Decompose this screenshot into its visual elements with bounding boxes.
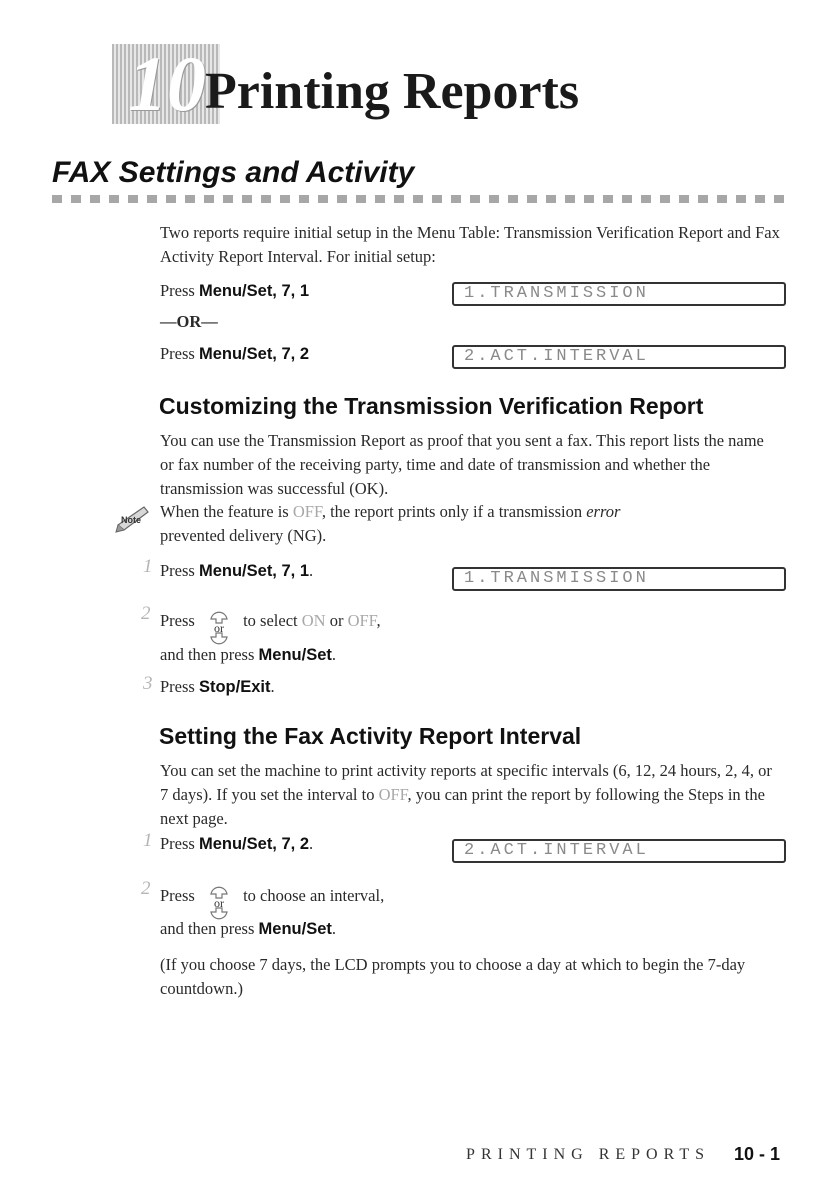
chapter-number: 10 (128, 40, 206, 127)
intro-paragraph: Two reports require initial setup in the Menu Table: Transmission Verification Report and Fax Activity Report Interval. For initial setup: (160, 223, 780, 266)
setup-press-2: Press Menu/Set, 7, 2 (160, 344, 309, 363)
note-icon (114, 503, 152, 533)
or-label: or (213, 896, 224, 910)
lcd-display-transmission: 1.TRANSMISSION (452, 282, 786, 306)
running-footer: PRINTING REPORTS (466, 1146, 710, 1163)
key-sequence: Menu/Set, 7, 2 (198, 345, 309, 363)
or-label: or (213, 621, 224, 635)
step-number: 2 (141, 878, 151, 899)
interval-footnote: (If you choose 7 days, the LCD prompts you to choose a day at which to begin the 7-day countdown.) (160, 955, 746, 998)
transmission-step-2-line2: and then press Menu/Set. (160, 645, 336, 664)
key-sequence: Stop/Exit (198, 678, 271, 696)
transmission-step-2: Press or to select ON or OFF, (160, 605, 381, 639)
step-number: 1 (143, 830, 153, 851)
key-sequence: Menu/Set, 7, 2 (198, 835, 309, 853)
key-sequence: Menu/Set (258, 920, 332, 938)
interval-step-2-line2: and then press Menu/Set. (160, 919, 336, 938)
lcd-display-interval: 2.ACT.INTERVAL (452, 345, 786, 369)
setting-value: OFF (292, 502, 322, 521)
setting-value: OFF (378, 785, 408, 804)
interval-step-1: Press Menu/Set, 7, 2. (160, 834, 314, 853)
transmission-step-3: Press Stop/Exit. (160, 677, 275, 696)
step-number: 3 (143, 673, 153, 694)
transmission-body: You can use the Transmission Report as proof that you sent a fax. This report lists the name or fax number of the receiving party, time and date of transmission and whether the transmission was successful (OK). (160, 431, 764, 498)
interval-step-2: Press or to choose an interval, (160, 880, 384, 914)
page-number: 10 - 1 (733, 1144, 780, 1164)
key-sequence: Menu/Set, 7, 1 (198, 282, 309, 300)
note-text-line2: prevented delivery (NG). (160, 526, 327, 545)
transmission-step-1: Press Menu/Set, 7, 1. (160, 561, 314, 580)
setting-off: OFF (347, 610, 377, 630)
section-divider (52, 195, 787, 203)
note-text: When the feature is OFF, the report prints only if a transmission error (160, 502, 621, 521)
note-icon-label: Note (121, 515, 141, 525)
interval-heading: Setting the Fax Activity Report Interval (159, 723, 582, 749)
key-sequence: Menu/Set, 7, 1 (198, 562, 309, 580)
setup-press-1: Press Menu/Set, 7, 1 (160, 281, 309, 300)
step-number: 2 (141, 603, 151, 624)
setting-on: ON (301, 610, 326, 630)
lcd-display-interval: 2.ACT.INTERVAL (452, 839, 786, 863)
or-separator: —OR— (160, 312, 218, 331)
key-sequence: Menu/Set (258, 646, 332, 664)
chapter-title: Printing Reports (205, 63, 580, 120)
lcd-display-transmission: 1.TRANSMISSION (452, 567, 786, 591)
transmission-heading: Customizing the Transmission Verification Report (159, 393, 704, 419)
step-number: 1 (143, 556, 153, 577)
interval-body: You can set the machine to print activity reports at specific intervals (6, 12, 24 hours, 2, 4, or 7 days). If you set the interval to OFF, you can print the report by following the Steps in the next page. (160, 761, 772, 828)
section-title: FAX Settings and Activity (52, 156, 415, 189)
